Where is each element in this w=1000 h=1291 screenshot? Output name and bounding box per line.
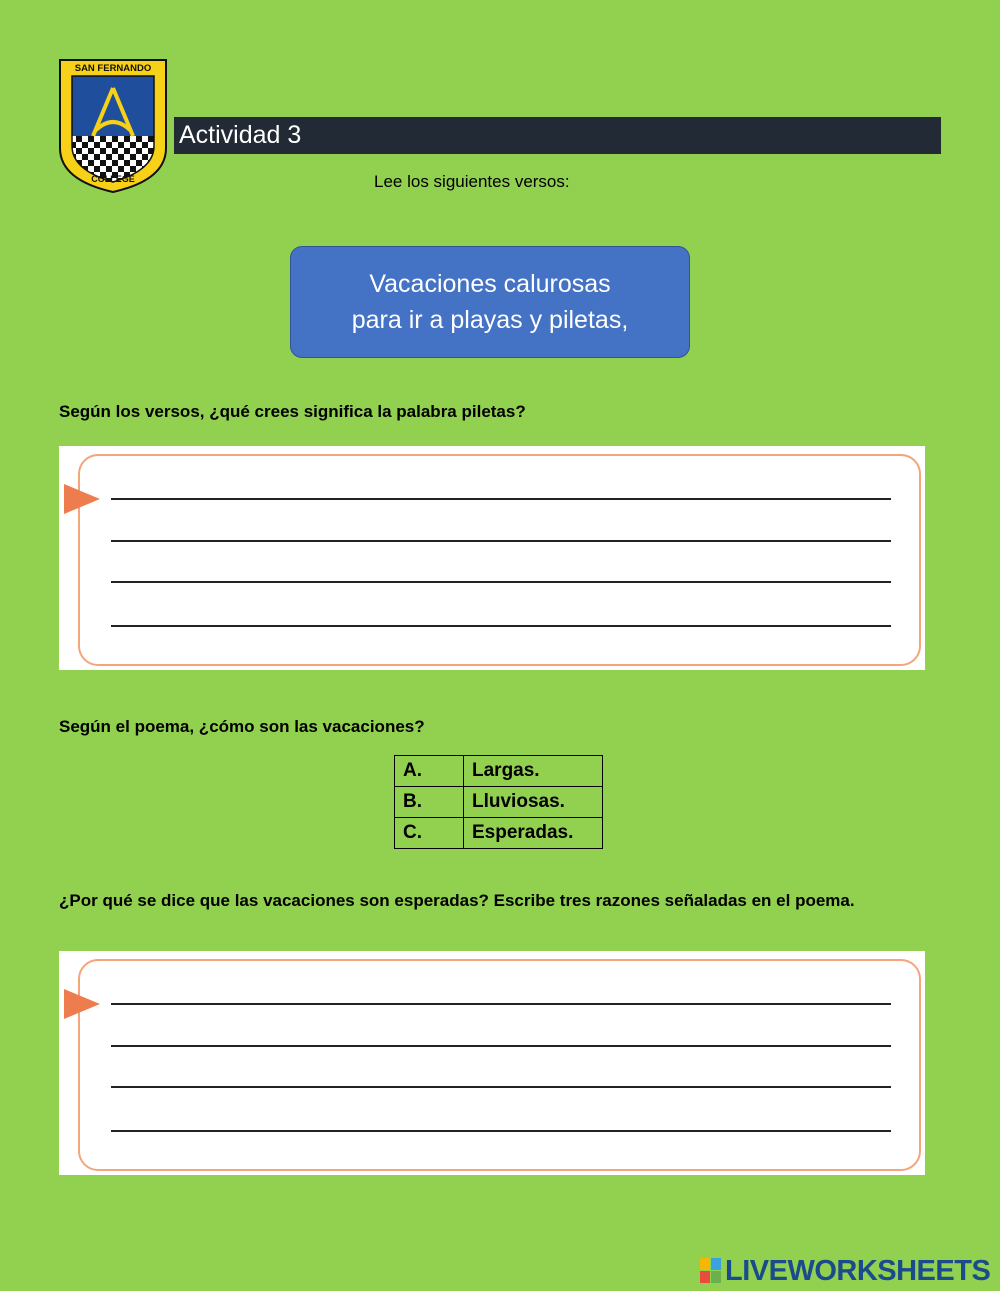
answer-box-2[interactable] (59, 951, 925, 1175)
writing-line[interactable] (111, 1130, 891, 1132)
verse-box (290, 246, 690, 358)
writing-line[interactable] (111, 1045, 891, 1047)
option-row-a[interactable] (395, 756, 603, 787)
liveworksheets-brand (700, 1255, 990, 1287)
brand-text: LIVEWORKSHEETS (725, 1255, 991, 1287)
answer-frame (78, 959, 921, 1171)
option-text: Largas. (464, 756, 603, 787)
question-3: ¿Por qué se dice que las vacaciones son esperadas? Escribe tres razones señaladas en el poema. (59, 891, 855, 910)
verse-line-2: para ir a playas y piletas, (351, 306, 629, 334)
option-text: Esperadas. (464, 818, 603, 849)
question-1: Según los versos, ¿qué crees significa la palabra piletas? (59, 402, 526, 421)
writing-line[interactable] (111, 540, 891, 542)
options-table (394, 755, 603, 849)
logo-bottom-text: COLLEGE (91, 174, 135, 184)
writing-line[interactable] (111, 498, 891, 500)
option-letter: C. (395, 818, 464, 849)
school-logo (58, 58, 168, 193)
writing-line[interactable] (111, 625, 891, 627)
option-row-c[interactable] (395, 818, 603, 849)
option-row-b[interactable] (395, 787, 603, 818)
option-letter: B. (395, 787, 464, 818)
arrow-icon (64, 989, 100, 1019)
instruction-text: Lee los siguientes versos: (374, 172, 570, 191)
page-title: Actividad 3 (179, 121, 302, 149)
option-letter: A. (395, 756, 464, 787)
writing-line[interactable] (111, 1003, 891, 1005)
option-text: Lluviosas. (464, 787, 603, 818)
logo-top-text: SAN FERNANDO (74, 63, 152, 74)
arrow-icon (64, 484, 100, 514)
writing-line[interactable] (111, 1086, 891, 1088)
title-bar (174, 117, 941, 154)
answer-box-1[interactable] (59, 446, 925, 670)
brand-logo-icon (700, 1258, 722, 1284)
verse-line-1: Vacaciones calurosas (369, 270, 611, 298)
question-2: Según el poema, ¿cómo son las vacaciones? (59, 717, 425, 736)
writing-line[interactable] (111, 581, 891, 583)
answer-frame (78, 454, 921, 666)
